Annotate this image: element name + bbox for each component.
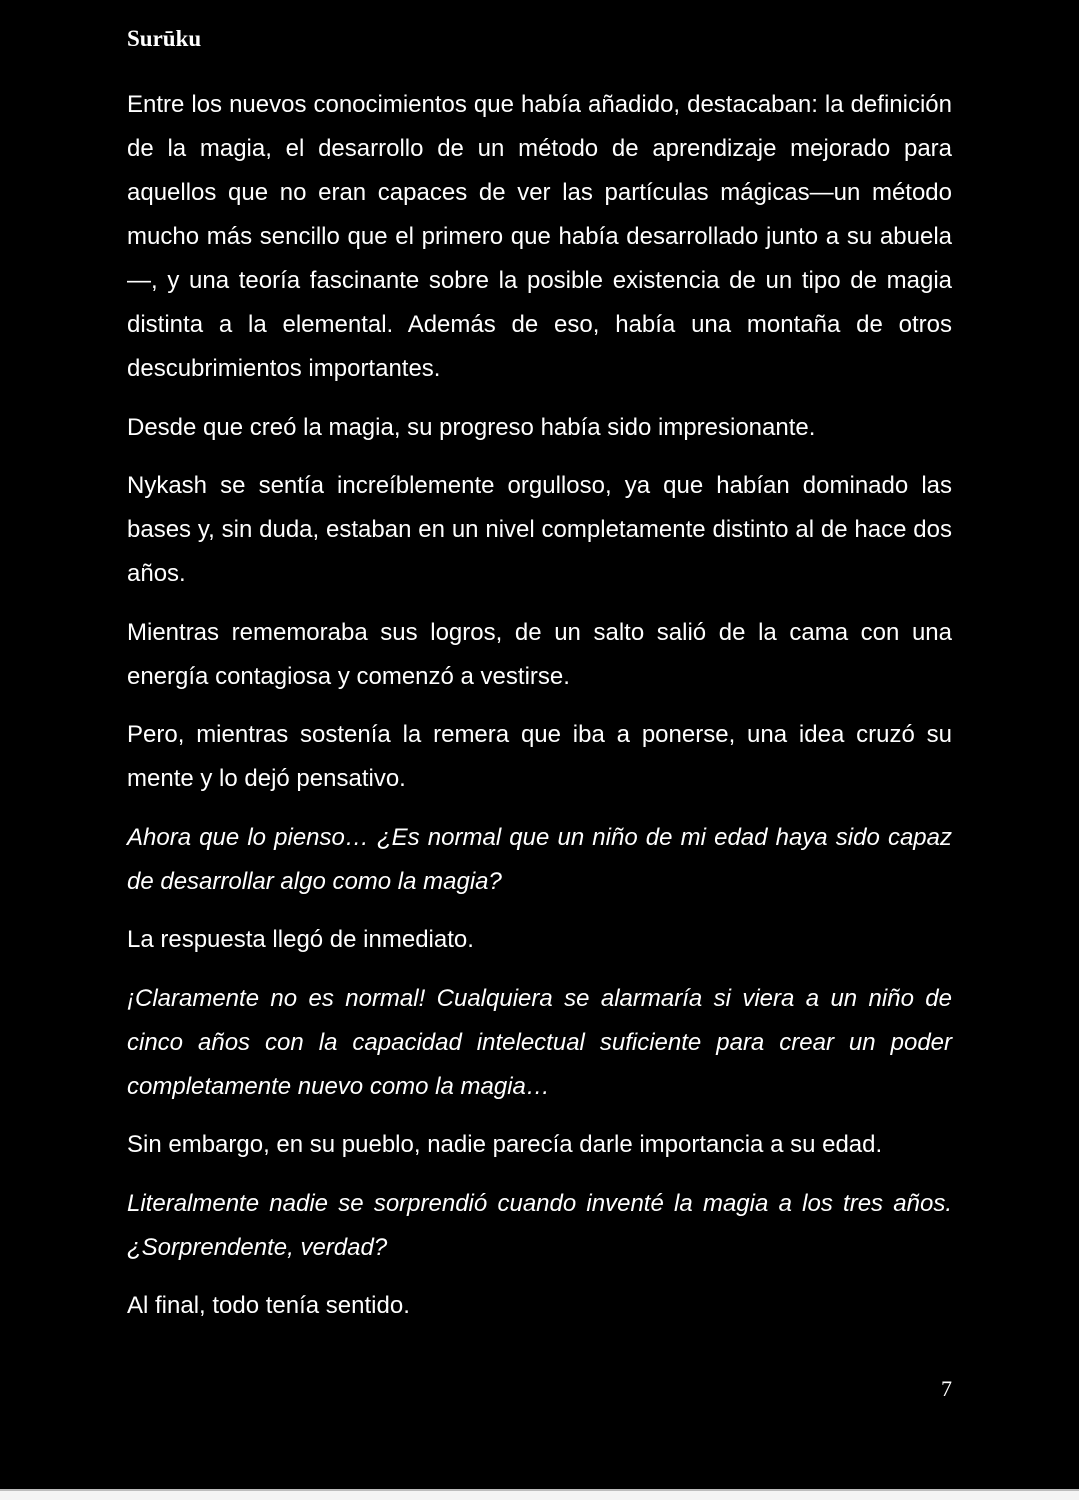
paragraph: Pero, mientras sostenía la remera que iba a ponerse, una idea cruzó su mente y lo dejó pensativo. (127, 721, 952, 792)
italic-thought-paragraph: ¡Claramente no es normal! Cualquiera se alarmaría si viera a un niño de cinco años con la capacidad intelectual suficiente para crear un poder completamente nuevo como la magia… (127, 984, 952, 1100)
paragraph: Al final, todo tenía sentido. (127, 1292, 410, 1319)
running-header: Surūku (127, 26, 202, 51)
paragraph: Nykash se sentía increíblemente orgulloso, ya que habían dominado las bases y, sin duda, estaban en un nivel completamente distinto al de hace dos años. (127, 472, 952, 587)
paragraph: Sin embargo, en su pueblo, nadie parecía darle importancia a su edad. (127, 1131, 883, 1158)
paragraph: Desde que creó la magia, su progreso había sido impresionante. (127, 413, 816, 441)
italic-thought-paragraph: Literalmente nadie se sorprendió cuando inventé la magia a los tres años. ¿Sorprendente, verdad? (127, 1189, 952, 1261)
body-text (127, 83, 952, 1343)
paragraph: Mientras rememoraba sus logros, de un salto salió de la cama con una energía contagiosa y comenzó a vestirse. (127, 618, 952, 690)
italic-thought-paragraph: Ahora que lo pienso… ¿Es normal que un niño de mi edad haya sido capaz de desarrollar algo como la magia? (127, 823, 952, 895)
paragraph: Entre los nuevos conocimientos que había añadido, destacaban: la definición de la magia, el desarrollo de un método de aprendizaje mejorado para aquellos que no eran capaces de ver las partículas mágicas—un método mucho más sencillo que el primero que había desarrollado junto a su abuela—, y una teoría fascinante sobre la posible existencia de un tipo de magia distinta a la elemental. Además de eso, había una montaña de otros descubrimientos importantes. (127, 91, 952, 382)
page-number: 7 (941, 1376, 952, 1401)
paragraph: La respuesta llegó de inmediato. (127, 926, 474, 953)
